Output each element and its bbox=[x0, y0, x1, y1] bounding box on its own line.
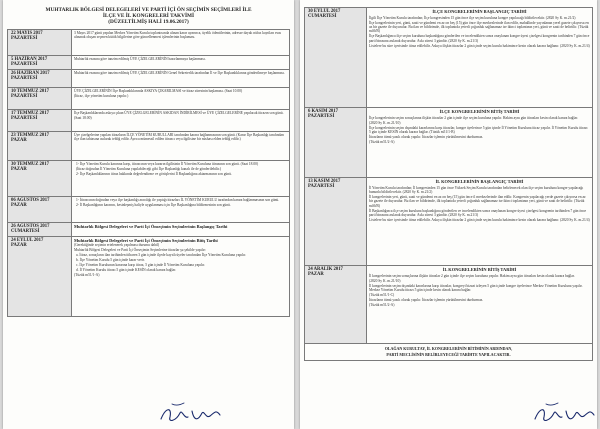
weekday-text: PAZAR bbox=[11, 243, 27, 249]
event-paragraph: İlçe Başkanlığınca ilçe seçim kuruluna başkanlığına gönderilen ve incelendikten sonra onaylanan kongre üyesi çizelgesi kongrenin tarihinden 7 gün önce parti binasına asılarak duyurulur. Askı süresi 3 gündür. (2820 Sy K. m.21/3) bbox=[369, 34, 590, 43]
date-text: 17 TEMMUZ 2017 bbox=[11, 110, 49, 116]
event-paragraph: İl Başkanlığınca ilçe seçim kuruluna başkanlığına gönderilen ve incelendikten sonra onaylanan kongre üyesi çizelgesi kongrenin tarihinden 7 gün önce parti binasına asılarak duyurulur. Askı süresi 3 gündür. (2820 Sy K. m.21/3) bbox=[369, 208, 587, 217]
event-paragraph: Muhtarlık Bölgesi Delegeleri ve Parti İçi Önseçimin Seçimlerine itirazlar şu şekilde yapılır: bbox=[74, 247, 206, 252]
weekday-text: PAZARTESİ bbox=[11, 94, 38, 100]
date-text: 10 TEMMUZ 2017 bbox=[11, 88, 49, 94]
event-list-item: 2- İlçe Başkanlıklarının itiraz hakkında değerlendirme ve görüşlerini İl Başkanlığına aktarmasının son günü. bbox=[76, 171, 232, 176]
event-paragraph: İl kongrelerinin yeri, günü, saati ve gündemi en az on beş (15) gün önce il merkezlerinde ilan edilir. Kongrenin yapılacağı yerde gazete çıkıyorsa en az bir gazete ile duyurulur. Bu ilan ve bildirimde, ilk toplantıda yeterli çoğunluk sağlanamaz ise ikinci toplantının yeri, günü ve saati de belirtilir. (Tüzük m46/B) bbox=[369, 194, 586, 208]
event-paragraph: İlçe Başkanlıklarında askıya çıkan ÜYE ÇİZELGELERİNİN ASKIDAN İNDİRİLMESİ ve ÜYE ÇİZELGELERİNE yapılacak itirazın son günü. bbox=[74, 110, 284, 115]
weekday-text: PAZARTESİ bbox=[308, 184, 335, 190]
event-list-item: 1- İlçe Yönetim Kurulu kararına karşı, itirazcının veya kararın ilgilisinin İl Yönetim Kuruluna itirazının son günü. (Saat 18.00) bbox=[76, 161, 259, 166]
event-list-item: a. İtiraz, sonuçların ilan tarihinden itibaren 3 gün içinde ilçede kayıtlı üyeler tarafından İlçe Yönetim Kuruluna yapılır. bbox=[76, 253, 247, 257]
date-text: 26 HAZİRAN 2017 bbox=[11, 70, 50, 76]
event-cell bbox=[72, 87, 290, 109]
weekday-text: PAZAR bbox=[11, 203, 27, 209]
event-paragraph: (Tüzük m51/2-A) bbox=[369, 140, 395, 145]
event-list-item: b. İlçe Yönetim Kurulu 5 gün içinde karar verir. bbox=[76, 258, 145, 263]
event-title: İL KONGRELERİNİN BAŞLANGIÇ TARİHİ bbox=[435, 179, 524, 184]
event-paragraph: Muhtarlık esasına göre tanzim edilmiş ÜYE ÇİZELGELERİNİN hazırlanmaya başlanması. bbox=[74, 56, 206, 61]
footer-line-2: PARTİ MECLİSİNİN BELİRLEYECEĞİ TARİHTE YAPILACAKTIR. bbox=[386, 351, 511, 357]
schedule-row bbox=[305, 8, 593, 108]
event-paragraph: İtirazların tümü yazılı olarak yapılır. İtirazlar işlemin yürütülmesini durdurmaz. bbox=[369, 298, 484, 303]
right-page bbox=[300, 0, 597, 429]
event-paragraph: İlgili İlçe Yönetim Kurulu tarafından; İlçe kongresinden 15 gün önce ilçe seçim kuruluna kongre yapılacağı bildirilecektir. (2820 Sy K. m.21/2) bbox=[369, 15, 576, 20]
date-text: 22 MAYIS 2017 bbox=[11, 30, 43, 36]
schedule-row bbox=[8, 69, 290, 87]
footer-row bbox=[305, 344, 593, 361]
event-paragraph: İlçe kongrelerinin seçim dışındaki kararlarına karşı itirazlar, kongre üyelerince 5 gün içinde İl Yönetim Kuruluna itiraz yapılır. İl Yönetim Kurulu itirazı 5 gün içinde KESİN olarak karara bağlar. (Tüzük m51/1-B) bbox=[369, 125, 588, 135]
footer-line-1: OLAĞAN KURULTAY, İL KONGRELERİNİN BİTİMİNİN ARDINDAN, bbox=[384, 346, 513, 351]
date-text: 26 AĞUSTOS 2017 bbox=[11, 223, 50, 229]
date-cell bbox=[8, 196, 72, 222]
event-reference: (İtiraz, ilçe yönetim kuruluna yapılır.) bbox=[74, 93, 129, 98]
date-cell bbox=[8, 131, 72, 160]
date-cell bbox=[305, 266, 367, 344]
event-paragraph: Muhtarlık esasına göre tanzim edilmiş ÜYE ÇİZELGELERİNİN Genel Sekreterlik tarafından İl ve İlçe Başkanlıklarına gönderilmeye başlanması. bbox=[74, 70, 285, 75]
schedule-row bbox=[305, 178, 593, 266]
signature-right bbox=[532, 401, 597, 427]
event-title: İLÇE KONGRELERİNİN BAŞLANGIÇ TARİHİ bbox=[432, 9, 527, 14]
date-cell bbox=[8, 87, 72, 109]
heading-line-3: (DÜZELTİLMİŞ HALİ 19.06.2017) bbox=[108, 19, 189, 26]
weekday-text: PAZARTESİ bbox=[11, 62, 38, 68]
event-reference: (Tüzük m51/1-A) bbox=[74, 273, 100, 278]
schedule-row bbox=[8, 87, 290, 109]
event-list-item: c. İlçe Yönetim Kurulunun kararına karşı itiraz, 5 gün içinde İl Yönetim Kuruluna yapılır. bbox=[76, 263, 205, 268]
weekday-text: PAZARTESİ bbox=[308, 114, 335, 120]
date-text: 30 TEMMUZ 2017 bbox=[11, 161, 49, 167]
event-paragraph: İtirazların tümü yazılı olarak yapılır. İtirazlar işlemin yürütülmesini durdurmaz. bbox=[369, 135, 484, 140]
weekday-text: CUMARTESİ bbox=[11, 229, 40, 235]
right-schedule-table bbox=[304, 7, 593, 361]
weekday-text: PAZAR bbox=[11, 167, 27, 173]
weekday-text: CUMARTESİ bbox=[308, 14, 337, 20]
event-cell bbox=[367, 108, 593, 178]
heading-line-2: İLÇE VE İL KONGRELERİ TAKVİMİ bbox=[102, 13, 195, 20]
event-paragraph: İl Yönetim Kurulu tarafından; İl kongresinden 15 gün önce Yüksek Seçim Kurulu tarafından belirlenecek olan ilçe seçim kuruluna kongre yapılacağı bununla bildirilecektir. (2820 Sy K. m.21/2) bbox=[369, 185, 584, 194]
date-cell bbox=[8, 55, 72, 69]
event-paragraph: Listelere bu süre içerisinde itiraz edilebilir. Askıya ilişkin itirazlar 2 gün içinde seçim kurulu hakimince kesin olarak karara bağlanır. (2820 Sy K. m.21/4) bbox=[369, 218, 590, 223]
weekday-text: PAZARTESİ bbox=[11, 76, 38, 82]
event-paragraph: ÜYE ÇİZELGELERİNİN İlçe Başkanlıklarında ASKIYA ÇIKARILMASI ve itiraz süresinin başlaması. (Saat 10.00) bbox=[74, 88, 243, 93]
date-cell bbox=[8, 29, 72, 55]
event-paragraph: 3 Mayıs 2017 günü yapılan Merkez Yönetim Kurulu toplantısında alınan karar uyarınca, üyelik ödentilerinin, adresse dayalı nüfus kayıtları esas alınarak oluşan seçmen kütük bilgilerine göre güncellenmesi işlemlerinin başlaması. bbox=[74, 30, 282, 39]
event-title: Muhtarlık Bölgesi Delegeleri ve Parti İçi Önseçimin Seçimlerinin Bitiş Tarihi bbox=[74, 237, 218, 243]
event-cell bbox=[367, 8, 593, 108]
schedule-row bbox=[8, 196, 290, 222]
event-cell bbox=[72, 196, 290, 222]
schedule-heading bbox=[7, 7, 290, 26]
schedule-row bbox=[8, 236, 290, 316]
heading-line-1: MUHTARLIK BÖLGESİ DELEGELERİ VE PARTİ İÇİ ÖN SEÇİMİN SEÇİMLERİ İLE bbox=[45, 7, 252, 13]
event-paragraph: (2820 Sy K. m.21/10) bbox=[369, 278, 401, 283]
schedule-row bbox=[8, 109, 290, 131]
weekday-text: PAZARTESİ bbox=[11, 36, 38, 42]
event-paragraph: Listelere bu süre içerisinde itiraz edilebilir. Askıya ilişkin itirazlar 2 gün içinde seçim kurulu hakimince kesin olarak karara bağlanır. (2820 Sy K. m.21/4) bbox=[369, 43, 590, 48]
event-paragraph: İlçe kongrelerinin yeri, günü, saati ve gündemi en az on beş (15) gün önce ilçe merkezlerinde ilan edilir, mahallinde yayınlanan yerel gazete çıkıyorsa en az bir gazete ile duyurulur. Bu ilan ve bildirimde, ilk toplantıda yeterli çoğunluk sağlanamaz ise ikinci toplantının yeri, günü ve saati de belirtilir. (Tüzük m46/B) bbox=[369, 20, 589, 34]
schedule-row bbox=[8, 160, 290, 196]
event-paragraph: İl kongrelerinin seçim dışındaki kararlarına karşı itirazlar, kongreyi bizzat izleyen 5 gün içinde kongre üyelerince Merkez Yönetim Kuruluna yapılır. Merkez Yönetim Kurulu itirazı 5 gün içinde kesin olarak karara bağlar. bbox=[369, 283, 583, 293]
event-cell bbox=[367, 266, 593, 344]
event-title: Muhtarlık Bölgesi Delegeleri ve Parti İçi Önseçimin Seçimlerinin Başlangıç Tarihi bbox=[74, 223, 228, 229]
event-cell bbox=[72, 55, 290, 69]
event-list-item: 2- İl Başkanlığının kararını, kesinleşmiş haliyle uygulanması için İlçe Başkanlığına bildirmesinin son günü. bbox=[76, 202, 231, 207]
schedule-row bbox=[8, 55, 290, 69]
date-cell bbox=[8, 236, 72, 316]
date-cell bbox=[305, 178, 367, 266]
event-cell bbox=[367, 178, 593, 266]
event-paragraph: İlçe kongrelerinin seçim sonuçlarına ilişkin itirazlar 2 gün içinde ilçe seçim kuruluna yapılır. Hakim aynı gün itirazları kesin olarak karara bağlar. bbox=[369, 115, 578, 120]
event-paragraph: İl kongrelerinin seçim sonuçlarına ilişkin itirazlar 2 gün içinde ilçe seçim kuruluna yapılır. Hakim aynı gün itirazları kesin olarak karara bağlar. bbox=[369, 273, 575, 278]
event-title: İL KONGRELERİNİN BİTİŞ TARİHİ bbox=[442, 267, 517, 272]
event-list-item: (İtiraz doğrudan İl Yönetim Kuruluna yapılabileceği gibi İlçe Başkanlığı kanalı ile de gönderilebilir.) bbox=[76, 166, 222, 171]
left-page-content bbox=[3, 0, 294, 317]
event-cell bbox=[72, 109, 290, 131]
schedule-row bbox=[8, 131, 290, 160]
schedule-row bbox=[8, 222, 290, 236]
event-paragraph: Üye çizelgelerine yapılan itirazların İLÇE YÖNETİM KURULLARI tarafından karara bağlanmasının son günü. (Karar İlçe Başkanlığı tarafından ilçe ilan tahtasına asılarak tebliğ edilir. Ayrıca mümessil edilen itirazcı veya ilgilisine bir nüshası elden tebliğ edilir.) bbox=[74, 132, 284, 141]
signature-left bbox=[158, 401, 228, 427]
event-list-item: d. İl Yönetim Kurulu itirazı 5 gün içinde KESİN olarak karara bağlar. bbox=[76, 268, 176, 273]
weekday-text: PAZAR bbox=[11, 138, 27, 144]
event-list-item: 1- İtirazcının doğrudan veya ilçe başkanlığı aracılığı ile yaptığı itirazları İL YÖNETİM KURULU tarafından karara bağlanmasının son günü. bbox=[76, 197, 280, 202]
weekday-text: PAZARTESİ bbox=[11, 116, 38, 122]
date-text: 24 EYLÜL 2017 bbox=[11, 237, 44, 243]
event-cell bbox=[72, 69, 290, 87]
event-title: İLÇE KONGRELERİNİN BİTİŞ TARİHİ bbox=[439, 109, 520, 114]
event-cell bbox=[72, 29, 290, 55]
date-cell bbox=[8, 160, 72, 196]
date-text: 13 KASIM 2017 bbox=[308, 179, 341, 184]
schedule-row bbox=[8, 29, 290, 55]
date-cell bbox=[8, 69, 72, 87]
schedule-row bbox=[305, 108, 593, 178]
left-page bbox=[3, 0, 294, 429]
date-text: 6 KASIM 2017 bbox=[308, 109, 338, 114]
date-text: 06 AĞUSTOS 2017 bbox=[11, 197, 50, 203]
date-cell bbox=[8, 222, 72, 236]
right-page-content bbox=[300, 0, 597, 361]
event-paragraph: (Tüzük m51/2-A) bbox=[369, 303, 395, 308]
event-reference: (Saat 18.00) bbox=[74, 115, 92, 120]
weekday-text: PAZAR bbox=[308, 272, 324, 278]
date-text: 5 HAZİRAN 2017 bbox=[11, 56, 48, 62]
date-text: 24 ARALIK 2017 bbox=[308, 267, 343, 272]
event-paragraph: (2820 Sy K. m.21/10) bbox=[369, 120, 401, 125]
date-cell bbox=[305, 108, 367, 178]
schedule-row bbox=[305, 266, 593, 344]
event-cell bbox=[72, 160, 290, 196]
date-cell bbox=[305, 8, 367, 108]
footer-note bbox=[305, 344, 593, 361]
event-cell bbox=[72, 131, 290, 160]
date-text: 30 EYLÜL 2017 bbox=[308, 9, 341, 14]
event-paragraph: (Gerektiğinde seçimin ertelenerek yapılması durumu dahil) bbox=[74, 242, 160, 247]
date-text: 23 TEMMUZ 2017 bbox=[11, 132, 49, 138]
event-paragraph: (Tüzük m51/1-C) bbox=[369, 293, 395, 298]
event-cell bbox=[72, 222, 290, 236]
left-schedule-table bbox=[7, 29, 290, 317]
event-cell bbox=[72, 236, 290, 316]
date-cell bbox=[8, 109, 72, 131]
